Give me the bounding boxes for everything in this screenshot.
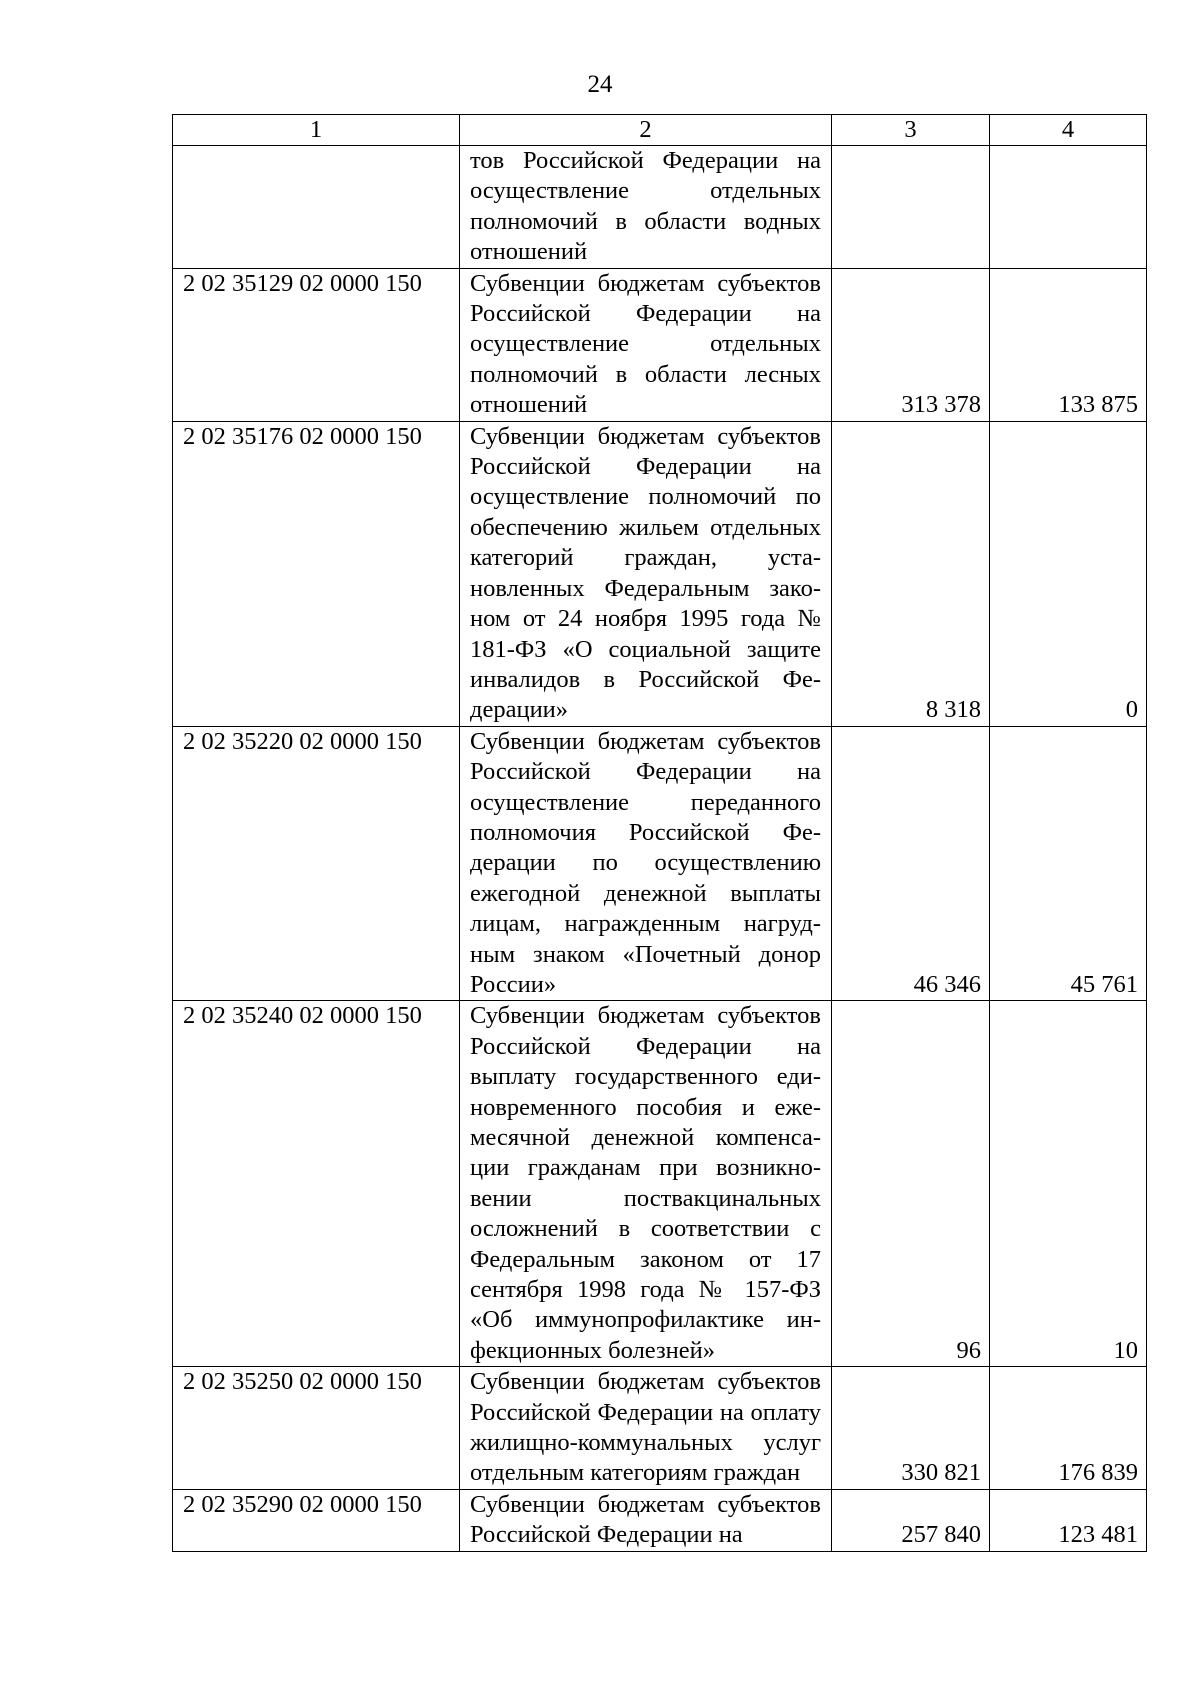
description-cell: Субвенции бюджетам субъектов Российской Федерации на осуществление полномочий по обеспечению жильем отдельных категорий граждан, установленных Федеральным законом от 24 ноября 1995 года № 181-ФЗ «О социальной защите инвалидов в Российской Федерации»: [460, 421, 832, 726]
amount-col3-cell: 96: [832, 1001, 990, 1367]
description-cell: Субвенции бюджетам субъектов Российской Федерации на выплату государственного единовременного пособия и ежемесячной денежной компенсации гражданам при возникновении поствакцинальных осложнений в соответствии с Федеральным законом от 17 сентября 1998 года № 157-ФЗ «Об иммунопрофилактике инфекционных болезней»: [460, 1001, 832, 1367]
description-cell: тов Российской Федерации на осуществление отдельных полномочий в области водных отношений: [460, 146, 832, 269]
amount-col4-cell: 45 761: [990, 726, 1147, 1001]
table-row: [173, 1489, 1147, 1551]
amount-col4-cell: [990, 146, 1147, 269]
table-row: [173, 726, 1147, 1001]
budget-code-cell: 2 02 35220 02 0000 150: [173, 726, 460, 1001]
amount-col3-cell: 46 346: [832, 726, 990, 1001]
amount-col4-cell: 10: [990, 1001, 1147, 1367]
amount-col3-cell: 330 821: [832, 1367, 990, 1490]
description-cell: Субвенции бюджетам субъектов Российской Федерации на осуществление отдельных полномочий в области лесных отношений: [460, 268, 832, 421]
description-cell: Субвенции бюджетам субъектов Российской Федерации на: [460, 1489, 832, 1551]
amount-col3-cell: 8 318: [832, 421, 990, 726]
description-cell: Субвенции бюджетам субъектов Российской Федерации на осуществление переданного полномочия Российской Федерации по осуществлению ежегодной денежной выплаты лицам, награжденным нагрудным знаком «Почетный донор России»: [460, 726, 832, 1001]
amount-col4-cell: 0: [990, 421, 1147, 726]
table-header-row: [173, 115, 1147, 146]
page-number: 24: [587, 71, 613, 98]
column-header-2: 2: [460, 115, 832, 146]
budget-code-cell: 2 02 35240 02 0000 150: [173, 1001, 460, 1367]
amount-col3-cell: [832, 146, 990, 269]
budget-table: [172, 114, 1147, 1552]
amount-col3-cell: 313 378: [832, 268, 990, 421]
column-header-1: 1: [173, 115, 460, 146]
budget-code-cell: [173, 146, 460, 269]
budget-code-cell: 2 02 35290 02 0000 150: [173, 1489, 460, 1551]
table-row: [173, 1367, 1147, 1490]
amount-col4-cell: 133 875: [990, 268, 1147, 421]
table-row: [173, 1001, 1147, 1367]
table-row: [173, 421, 1147, 726]
budget-code-cell: 2 02 35176 02 0000 150: [173, 421, 460, 726]
column-header-3: 3: [832, 115, 990, 146]
amount-col4-cell: 176 839: [990, 1367, 1147, 1490]
description-cell: Субвенции бюджетам субъектов Российской Федерации на оплату жилищно-коммунальных услуг отдельным категориям граждан: [460, 1367, 832, 1490]
amount-col3-cell: 257 840: [832, 1489, 990, 1551]
column-header-4: 4: [990, 115, 1147, 146]
table-row: [173, 146, 1147, 269]
budget-code-cell: 2 02 35250 02 0000 150: [173, 1367, 460, 1490]
table-row: [173, 268, 1147, 421]
budget-code-cell: 2 02 35129 02 0000 150: [173, 268, 460, 421]
amount-col4-cell: 123 481: [990, 1489, 1147, 1551]
